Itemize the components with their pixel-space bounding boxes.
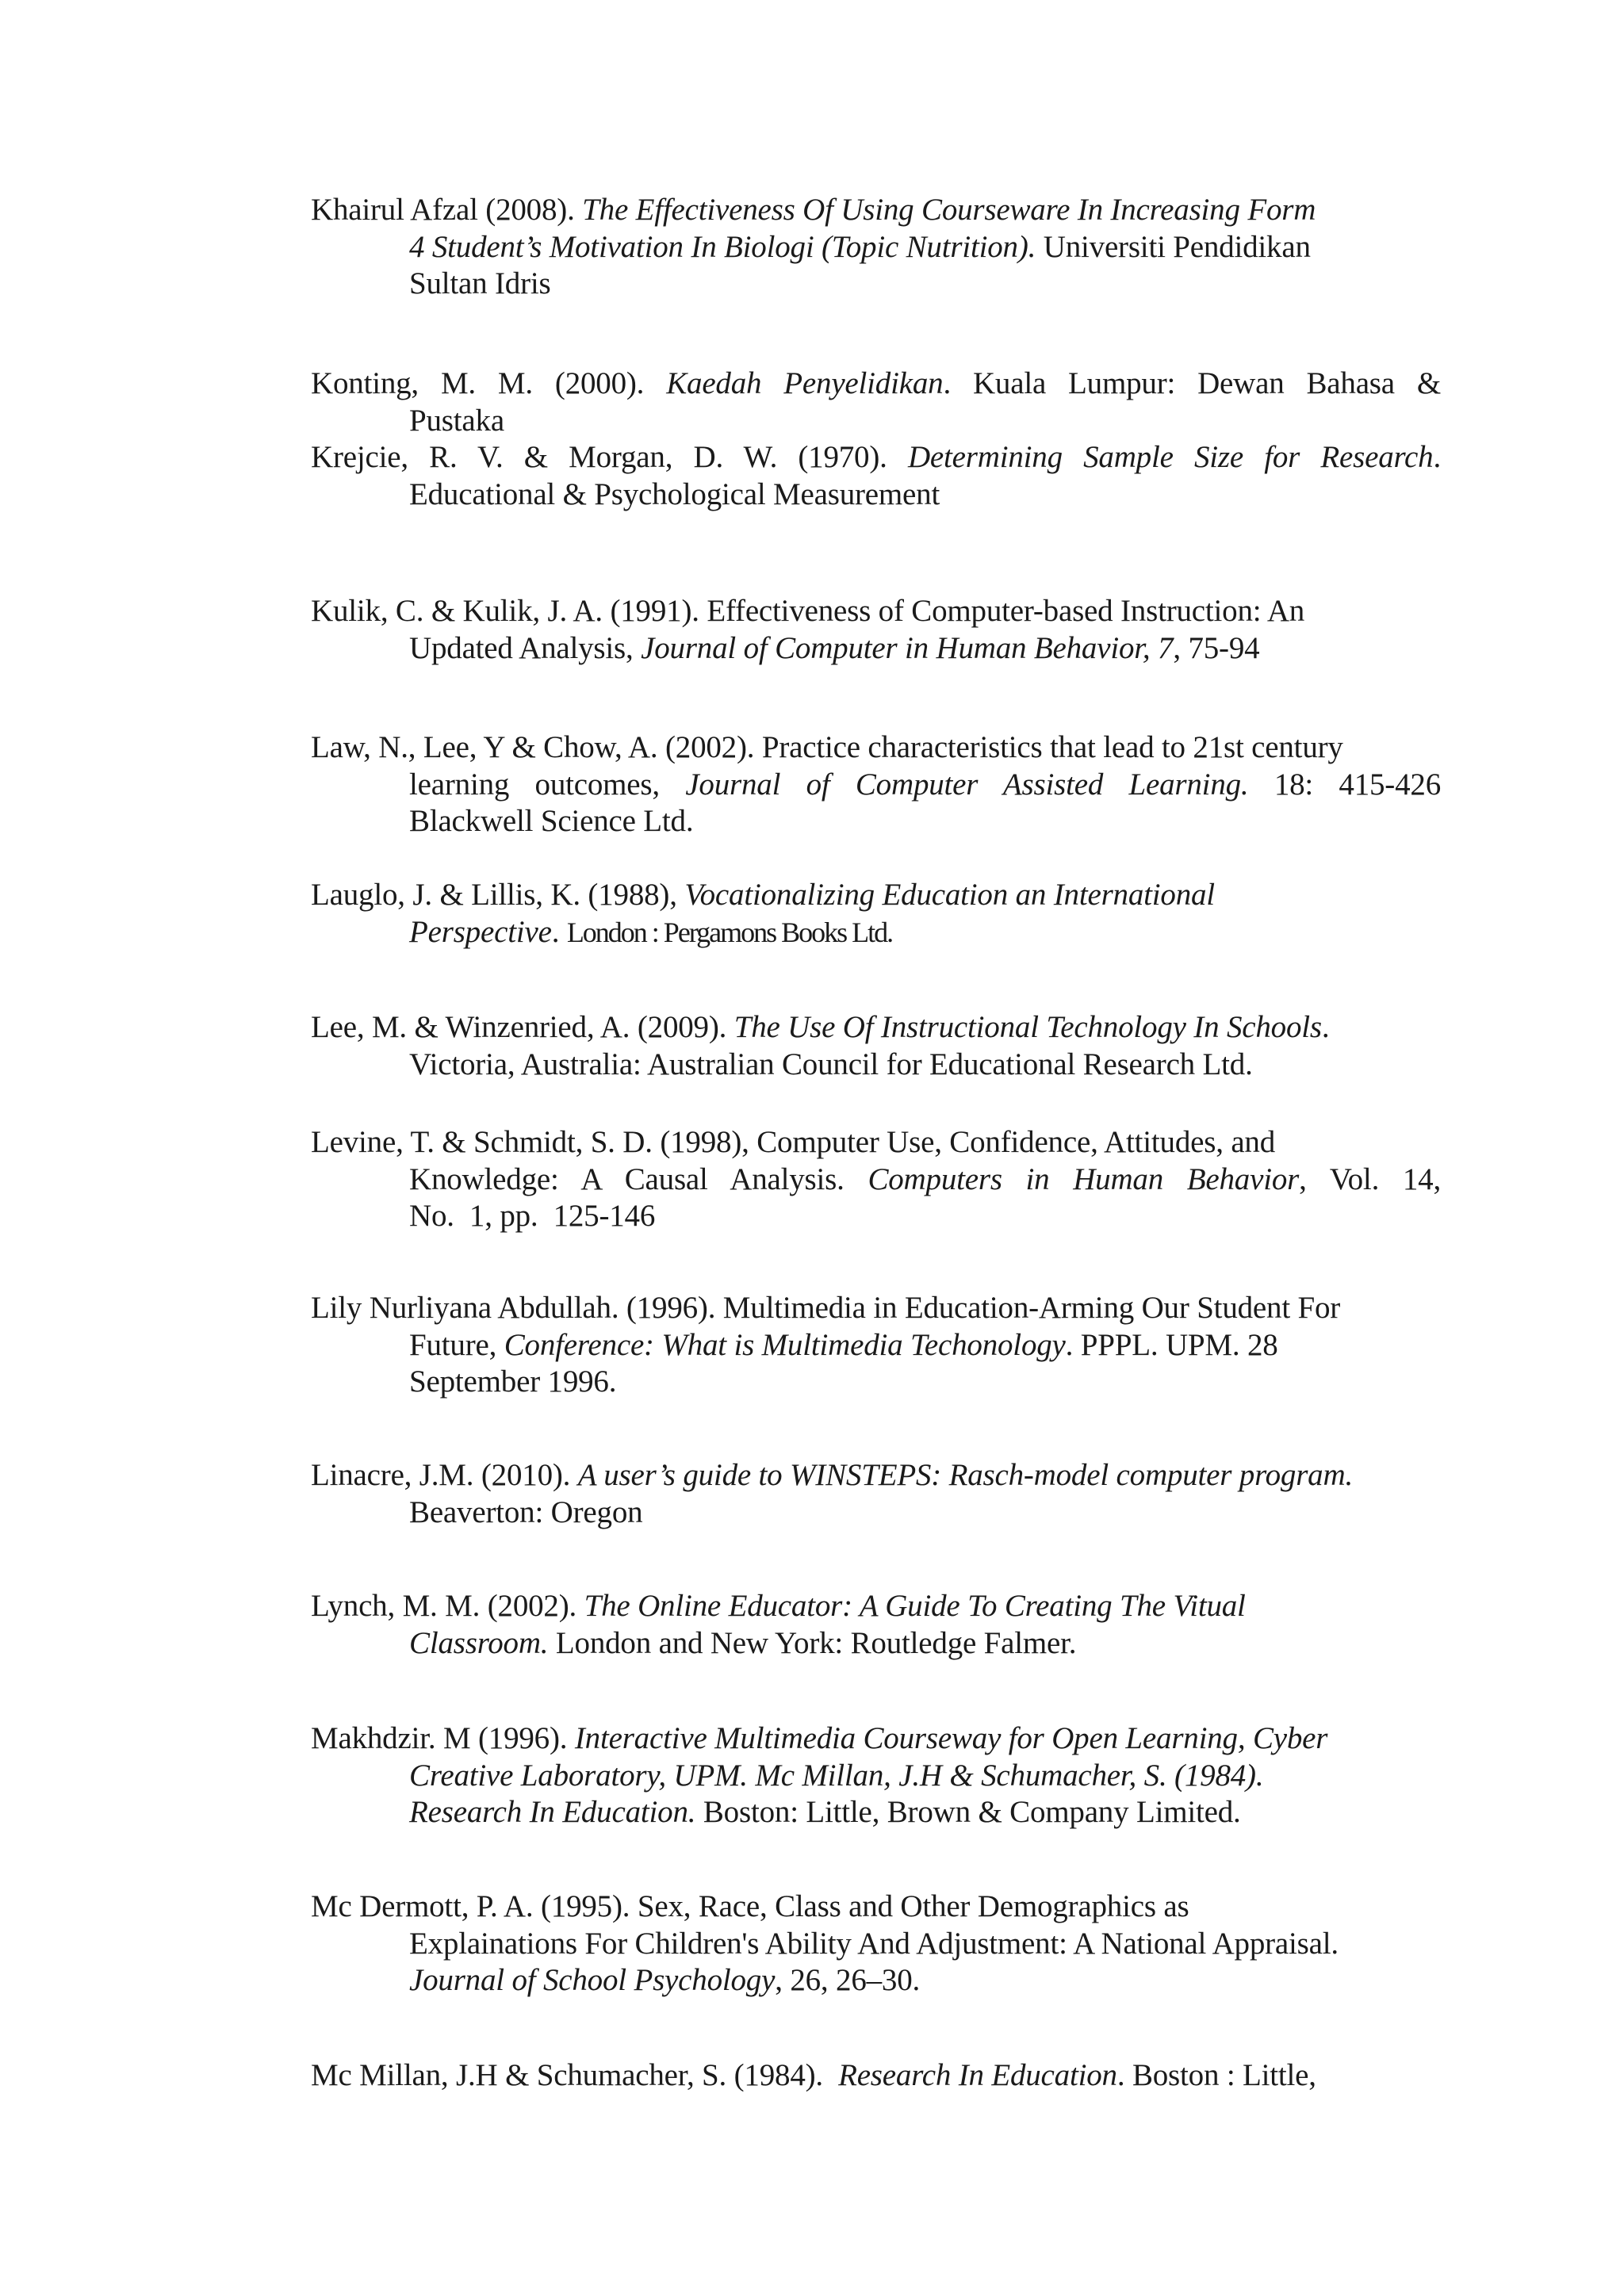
reference-line: Creative Laboratory, UPM. Mc Millan, J.H & Schumacher, S. (1984). — [409, 1758, 1264, 1793]
reference-krejcie — [311, 439, 1441, 513]
reference-line: Lily Nurliyana Abdullah. (1996). Multimedia in Education-Arming Our Student For — [311, 1291, 1341, 1325]
reference-mcmillan — [311, 2057, 1441, 2095]
reference-line: Knowledge: A Causal Analysis. Computers in Human Behavior, Vol. 14, — [409, 1161, 1441, 1196]
reference-line: Sultan Idris — [409, 266, 551, 300]
reference-line: Pustaka — [409, 403, 504, 438]
reference-line: Levine, T. & Schmidt, S. D. (1998), Computer Use, Confidence, Attitudes, and — [311, 1125, 1276, 1159]
reference-line: Journal of School Psychology, 26, 26–30. — [409, 1963, 921, 1997]
reference-mcdermott — [311, 1888, 1441, 1999]
reference-line: Krejcie, R. V. & Morgan, D. W. (1970). Determining Sample Size for Research. — [311, 440, 1441, 474]
reference-line: learning outcomes, Journal of Computer Assisted Learning. 18: 415-426 — [409, 767, 1441, 802]
reference-lynch — [311, 1588, 1441, 1662]
reference-levine — [311, 1124, 1441, 1235]
reference-line: Kulik, C. & Kulik, J. A. (1991). Effectiveness of Computer-based Instruction: An — [311, 594, 1305, 628]
reference-line: Linacre, J.M. (2010). A user’s guide to WINSTEPS: Rasch-model computer program. — [311, 1458, 1354, 1492]
reference-line: Educational & Psychological Measurement — [409, 476, 940, 511]
reference-line: Blackwell Science Ltd. — [409, 804, 694, 838]
reference-line: Victoria, Australia: Australian Council for Educational Research Ltd. — [409, 1047, 1253, 1081]
reference-line: 4 Student’s Motivation In Biologi (Topic Nutrition). Universiti Pendidikan — [409, 229, 1311, 264]
reference-linacre — [311, 1457, 1441, 1531]
reference-line: Future, Conference: What is Multimedia Techonology. PPPL. UPM. 28 — [409, 1327, 1278, 1362]
reference-line: No. 1, pp. 125-146 — [409, 1199, 656, 1233]
reference-line: September 1996. — [409, 1364, 617, 1399]
reference-line: Perspective. London : Pergamons Books Ltd. — [409, 914, 893, 949]
reference-line: Explainations For Children's Ability And Adjustment: A National Appraisal. — [409, 1926, 1339, 1961]
reference-line: Beaverton: Oregon — [409, 1494, 643, 1529]
reference-makhdzir — [311, 1720, 1441, 1831]
reference-line: Classroom. London and New York: Routledge Falmer. — [409, 1625, 1077, 1660]
reference-lily — [311, 1290, 1441, 1401]
reference-line: Khairul Afzal (2008). The Effectiveness Of Using Courseware In Increasing Form — [311, 193, 1316, 227]
reference-khairul — [311, 192, 1441, 303]
reference-line: Makhdzir. M (1996). Interactive Multimedia Courseway for Open Learning, Cyber — [311, 1721, 1328, 1755]
reference-line: Konting, M. M. (2000). Kaedah Penyelidikan. Kuala Lumpur: Dewan Bahasa & — [311, 366, 1441, 400]
reference-line: Lee, M. & Winzenried, A. (2009). The Use Of Instructional Technology In Schools. — [311, 1010, 1330, 1044]
reference-lee — [311, 1009, 1441, 1083]
reference-line: Lynch, M. M. (2002). The Online Educator: A Guide To Creating The Vitual — [311, 1589, 1246, 1623]
reference-law — [311, 729, 1441, 840]
reference-line: Law, N., Lee, Y & Chow, A. (2002). Practice characteristics that lead to 21st century — [311, 730, 1343, 764]
reference-line: Mc Dermott, P. A. (1995). Sex, Race, Class and Other Demographics as — [311, 1889, 1189, 1923]
reference-line: Mc Millan, J.H & Schumacher, S. (1984). Research In Education. Boston : Little, — [311, 2058, 1316, 2092]
reference-line: Research In Education. Boston: Little, Brown & Company Limited. — [409, 1795, 1241, 1829]
reference-lauglo — [311, 877, 1441, 951]
reference-konting — [311, 365, 1441, 439]
reference-kulik — [311, 593, 1441, 667]
reference-line: Updated Analysis, Journal of Computer in Human Behavior, 7, 75-94 — [409, 630, 1260, 665]
reference-line: Lauglo, J. & Lillis, K. (1988), Vocationalizing Education an International — [311, 878, 1215, 912]
